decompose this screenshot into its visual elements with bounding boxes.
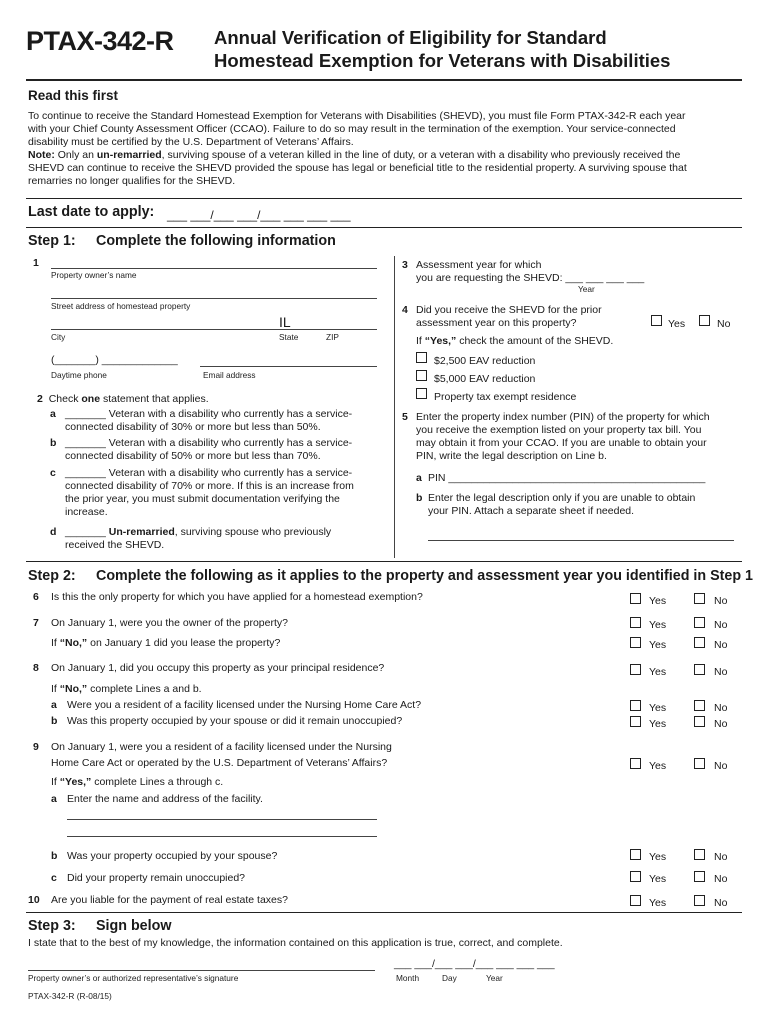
q8-no-label: No (714, 666, 728, 678)
q2c-line-4: increase. (65, 506, 108, 518)
q8-no-checkbox[interactable] (694, 664, 705, 675)
q6-number: 6 (33, 591, 39, 603)
q2a-letter: a (50, 408, 56, 420)
line1-number: 1 (33, 257, 39, 269)
q4-line-1: Did you receive the SHEVD for the prior (416, 304, 602, 316)
read-first-heading: Read this first (28, 88, 119, 103)
tax-exempt-checkbox[interactable] (416, 388, 427, 399)
q2-text-c: statement that applies. (100, 393, 209, 405)
q9-number: 9 (33, 741, 39, 753)
q3-year-label: Year (578, 284, 595, 294)
q2-text-bold: one (81, 393, 101, 405)
q2c-line-1: _______ Veteran with a disability who currently has a service- (65, 467, 353, 479)
eav-2500-label: $2,500 EAV reduction (434, 355, 536, 367)
q9b-text: Was your property occupied by your spouse? (67, 850, 278, 862)
q7-lease-yes-checkbox[interactable] (630, 637, 641, 648)
phone-field[interactable]: (_______) _____________ (51, 354, 178, 366)
q10-no-checkbox[interactable] (694, 895, 705, 906)
day-label: Day (442, 973, 457, 983)
intro-line-2: with your Chief County Assessment Officer (CCAO). Failure to do so may result in the termination of the exemption. Your service-connected (28, 123, 676, 135)
q8b-letter: b (51, 715, 58, 727)
q9-yes-label: Yes (649, 760, 667, 772)
q9b-no-label: No (714, 851, 728, 863)
q8a-yes-checkbox[interactable] (630, 700, 641, 711)
step2-rule (26, 912, 742, 913)
certification-statement: I state that to the best of my knowledge, the information contained on this application is true, correct, and complete. (28, 937, 563, 949)
form-title-line2: Homestead Exemption for Veterans with Disabilities (214, 50, 671, 71)
step1-column-divider (394, 256, 395, 558)
q2-text (37, 393, 209, 406)
q9b-letter: b (51, 850, 58, 862)
q5-line-4: PIN, write the legal description on Line b. (416, 450, 607, 462)
q9b-no-checkbox[interactable] (694, 849, 705, 860)
email-field[interactable] (200, 366, 377, 367)
q4-if-a: If (416, 335, 425, 347)
q7-if-a: If (51, 637, 60, 649)
q8b-text: Was this property occupied by your spouse or did it remain unoccupied? (67, 715, 403, 727)
step1-number: Step 1: (28, 233, 76, 249)
q10-no-label: No (714, 897, 728, 909)
year-label: Year (486, 973, 503, 983)
form-id: PTAX-342-R (26, 26, 174, 56)
q7-lease-no-label: No (714, 639, 728, 651)
q8a-no-checkbox[interactable] (694, 700, 705, 711)
q9-if-c: complete Lines a through c. (91, 776, 224, 788)
q5a-letter: a (416, 472, 422, 484)
q2a-option[interactable] (65, 408, 352, 434)
q4-text (416, 304, 602, 330)
q7-no-label: No (714, 619, 728, 631)
q4-if-b: “Yes,” (424, 335, 457, 347)
q8-if-a: If (51, 683, 60, 695)
q5b-text (428, 492, 695, 518)
step2-number: Step 2: (28, 568, 76, 584)
phone-label: Daytime phone (51, 370, 107, 380)
q2a-line-1: _______ Veteran with a disability who currently has a service- (65, 408, 353, 420)
q9-no-label: No (714, 760, 728, 772)
q8b-no-checkbox[interactable] (694, 716, 705, 727)
q5b-letter: b (416, 492, 423, 504)
q3-number: 3 (402, 259, 408, 271)
signature-field[interactable] (28, 970, 375, 971)
q6-no-label: No (714, 595, 728, 607)
q9a-letter: a (51, 793, 57, 805)
q8b-yes-checkbox[interactable] (630, 716, 641, 727)
q4-no-label: No (717, 318, 731, 330)
q2c-line-2: connected disability of 70% or more. If this is an increase from (65, 480, 354, 492)
q2d-bold: Un-remarried (108, 526, 175, 538)
q8-if-c: complete Lines a and b. (87, 683, 202, 695)
q5b-line-1: Enter the legal description only if you are unable to obtain (428, 492, 696, 504)
q10-number: 10 (28, 894, 40, 906)
q9-if-a: If (51, 776, 60, 788)
facility-address-field[interactable] (67, 836, 377, 837)
q9-text (51, 741, 392, 770)
step1-heading: Complete the following information (96, 233, 336, 249)
last-date-field[interactable]: ___ ___/___ ___/___ ___ ___ ___ (167, 208, 351, 222)
note-text-a: Only an (54, 149, 97, 161)
note-line-2: SHEVD can continue to receive the SHEVD provided the spouse has legal or beneficial title to the residential property. A surviving spouse that (28, 162, 687, 174)
q9c-yes-checkbox[interactable] (630, 871, 641, 882)
q9c-letter: c (51, 872, 57, 884)
q2d-rest: , surviving spouse who previously (174, 526, 332, 538)
step1-rule (26, 561, 742, 562)
q6-text: Is this the only property for which you have applied for a homestead exemption? (51, 591, 423, 603)
q2d-line-2: received the SHEVD. (65, 539, 165, 551)
q4-if-yes (416, 335, 613, 348)
q10-yes-label: Yes (649, 897, 667, 909)
signature-date-field[interactable]: ___ ___/___ ___/___ ___ ___ ___ (394, 958, 555, 970)
q10-text: Are you liable for the payment of real estate taxes? (51, 894, 288, 906)
street-address-label: Street address of homestead property (51, 301, 191, 311)
q7-lease-no-checkbox[interactable] (694, 637, 705, 648)
q10-yes-checkbox[interactable] (630, 895, 641, 906)
q8-yes-checkbox[interactable] (630, 664, 641, 675)
q9-no-checkbox[interactable] (694, 758, 705, 769)
q7-lease-yes-label: Yes (649, 639, 667, 651)
q9b-yes-label: Yes (649, 851, 667, 863)
form-revision: PTAX-342-R (R-08/15) (28, 991, 112, 1001)
q7-number: 7 (33, 617, 39, 629)
q2-text-a: Check (48, 393, 82, 405)
q2d-option[interactable] (65, 526, 331, 552)
q3-line-2[interactable]: you are requesting the SHEVD: ___ ___ ___ ___ (416, 272, 645, 284)
q6-yes-checkbox[interactable] (630, 593, 641, 604)
q2d-blank: _______ (65, 526, 109, 538)
q8-yes-label: Yes (649, 666, 667, 678)
q9-yes-checkbox[interactable] (630, 758, 641, 769)
q8a-letter: a (51, 699, 57, 711)
intro-line-3: disability must be certified by the U.S. Department of Veterans’ Affairs. (28, 136, 354, 148)
note-text-c: , surviving spouse of a veteran killed in the line of duty, or a veteran with a disability who previously received the (161, 149, 681, 161)
q4-no-checkbox[interactable] (699, 315, 710, 326)
q6-no-checkbox[interactable] (694, 593, 705, 604)
q4-yes-checkbox[interactable] (651, 315, 662, 326)
q4-yes-label: Yes (668, 318, 686, 330)
street-address-field[interactable] (51, 298, 377, 299)
q7-if-no (51, 637, 280, 650)
facility-name-field[interactable] (67, 819, 377, 820)
q9c-yes-label: Yes (649, 873, 667, 885)
last-date-rule (26, 227, 742, 228)
q2a-line-2: connected disability of 30% or more but less than 50%. (65, 421, 321, 433)
intro-line-1: To continue to receive the Standard Homestead Exemption for Veterans with Disabilities (SHEVD), you must file Form PTAX-342-R each year (28, 110, 686, 122)
q5-text (416, 411, 710, 463)
q5-line-1: Enter the property index number (PIN) of the property for which (416, 411, 710, 423)
note-line-1 (28, 149, 748, 162)
step3-number: Step 3: (28, 918, 76, 934)
q9b-yes-checkbox[interactable] (630, 849, 641, 860)
q5b-line-2: your PIN. Attach a separate sheet if needed. (428, 505, 635, 517)
owner-name-field[interactable] (51, 268, 377, 269)
q8b-no-label: No (714, 718, 728, 730)
q5-line-2: you receive the exemption listed on your property tax bill. You (416, 424, 702, 436)
q2b-line-2: connected disability of 50% or more but less than 70%. (65, 450, 321, 462)
q8-if-no (51, 683, 202, 696)
q2d-letter: d (50, 526, 57, 538)
q9-if-b: “Yes,” (59, 776, 92, 788)
q9a-text: Enter the name and address of the facility. (67, 793, 263, 805)
tax-exempt-label: Property tax exempt residence (434, 391, 577, 403)
note-text-bold: un-remarried (96, 149, 162, 161)
q6-yes-label: Yes (649, 595, 667, 607)
q8a-text: Were you a resident of a facility licensed under the Nursing Home Care Act? (67, 699, 422, 711)
email-label: Email address (203, 370, 256, 380)
note-label: Note: (28, 149, 55, 161)
q9c-no-checkbox[interactable] (694, 871, 705, 882)
legal-description-field[interactable] (428, 540, 734, 541)
q2c-line-3: the prior year, you must submit documentation verifying the (65, 493, 340, 505)
q8b-yes-label: Yes (649, 718, 667, 730)
q2c-letter: c (50, 467, 56, 479)
intro-paragraph (28, 110, 748, 188)
q2c-option[interactable] (65, 467, 354, 519)
q5-line-3: may obtain it from your CCAO. If you are unable to obtain your (416, 437, 707, 449)
state-label: State (279, 332, 299, 342)
state-value: IL (279, 314, 291, 330)
q2b-letter: b (50, 437, 57, 449)
q8-number: 8 (33, 662, 39, 674)
q2b-option[interactable] (65, 437, 352, 463)
intro-rule (26, 198, 742, 199)
q8-text: On January 1, did you occupy this property as your principal residence? (51, 662, 385, 674)
q9-line-2: Home Care Act or operated by the U.S. Department of Veterans’ Affairs? (51, 757, 388, 769)
q2b-line-1: _______ Veteran with a disability who currently has a service- (65, 437, 353, 449)
q9-line-1: On January 1, were you a resident of a facility licensed under the Nursing (51, 741, 392, 753)
q7-yes-checkbox[interactable] (630, 617, 641, 628)
eav-2500-checkbox[interactable] (416, 352, 427, 363)
owner-name-label: Property owner’s name (51, 270, 137, 280)
q7-no-checkbox[interactable] (694, 617, 705, 628)
q4-if-c: check the amount of the SHEVD. (456, 335, 614, 347)
month-label: Month (396, 973, 420, 983)
note-line-3: remarries no longer qualifies for the SHEVD. (28, 175, 236, 187)
q9c-text: Did your property remain unoccupied? (67, 872, 246, 884)
step3-heading: Sign below (96, 918, 172, 934)
eav-5000-checkbox[interactable] (416, 370, 427, 381)
q3-text (416, 259, 644, 285)
q7-if-c: on January 1 did you lease the property? (87, 637, 281, 649)
q8-if-b: “No,” (59, 683, 88, 695)
signature-label: Property owner’s or authorized representative’s signature (28, 973, 239, 983)
form-title-line1: Annual Verification of Eligibility for Standard (214, 27, 607, 48)
header-rule (26, 79, 742, 81)
pin-field[interactable]: PIN ____________________________________________ (428, 472, 706, 484)
last-date-label: Last date to apply: (28, 204, 155, 220)
zip-label: ZIP (326, 332, 339, 342)
step2-heading: Complete the following as it applies to the property and assessment year you identified in Step 1 (96, 568, 753, 584)
city-state-zip-field[interactable] (51, 329, 377, 330)
q9c-no-label: No (714, 873, 728, 885)
q8a-yes-label: Yes (649, 702, 667, 714)
q9-if-yes (51, 776, 223, 789)
q4-number: 4 (402, 304, 408, 316)
eav-5000-label: $5,000 EAV reduction (434, 373, 536, 385)
q7-yes-label: Yes (649, 619, 667, 631)
q3-line-1: Assessment year for which (416, 259, 542, 271)
q8a-no-label: No (714, 702, 728, 714)
q7-if-b: “No,” (59, 637, 88, 649)
q4-line-2: assessment year on this property? (416, 317, 577, 329)
q5-number: 5 (402, 411, 408, 423)
q2-number: 2 (37, 393, 43, 405)
q7-text: On January 1, were you the owner of the property? (51, 617, 288, 629)
city-label: City (51, 332, 66, 342)
